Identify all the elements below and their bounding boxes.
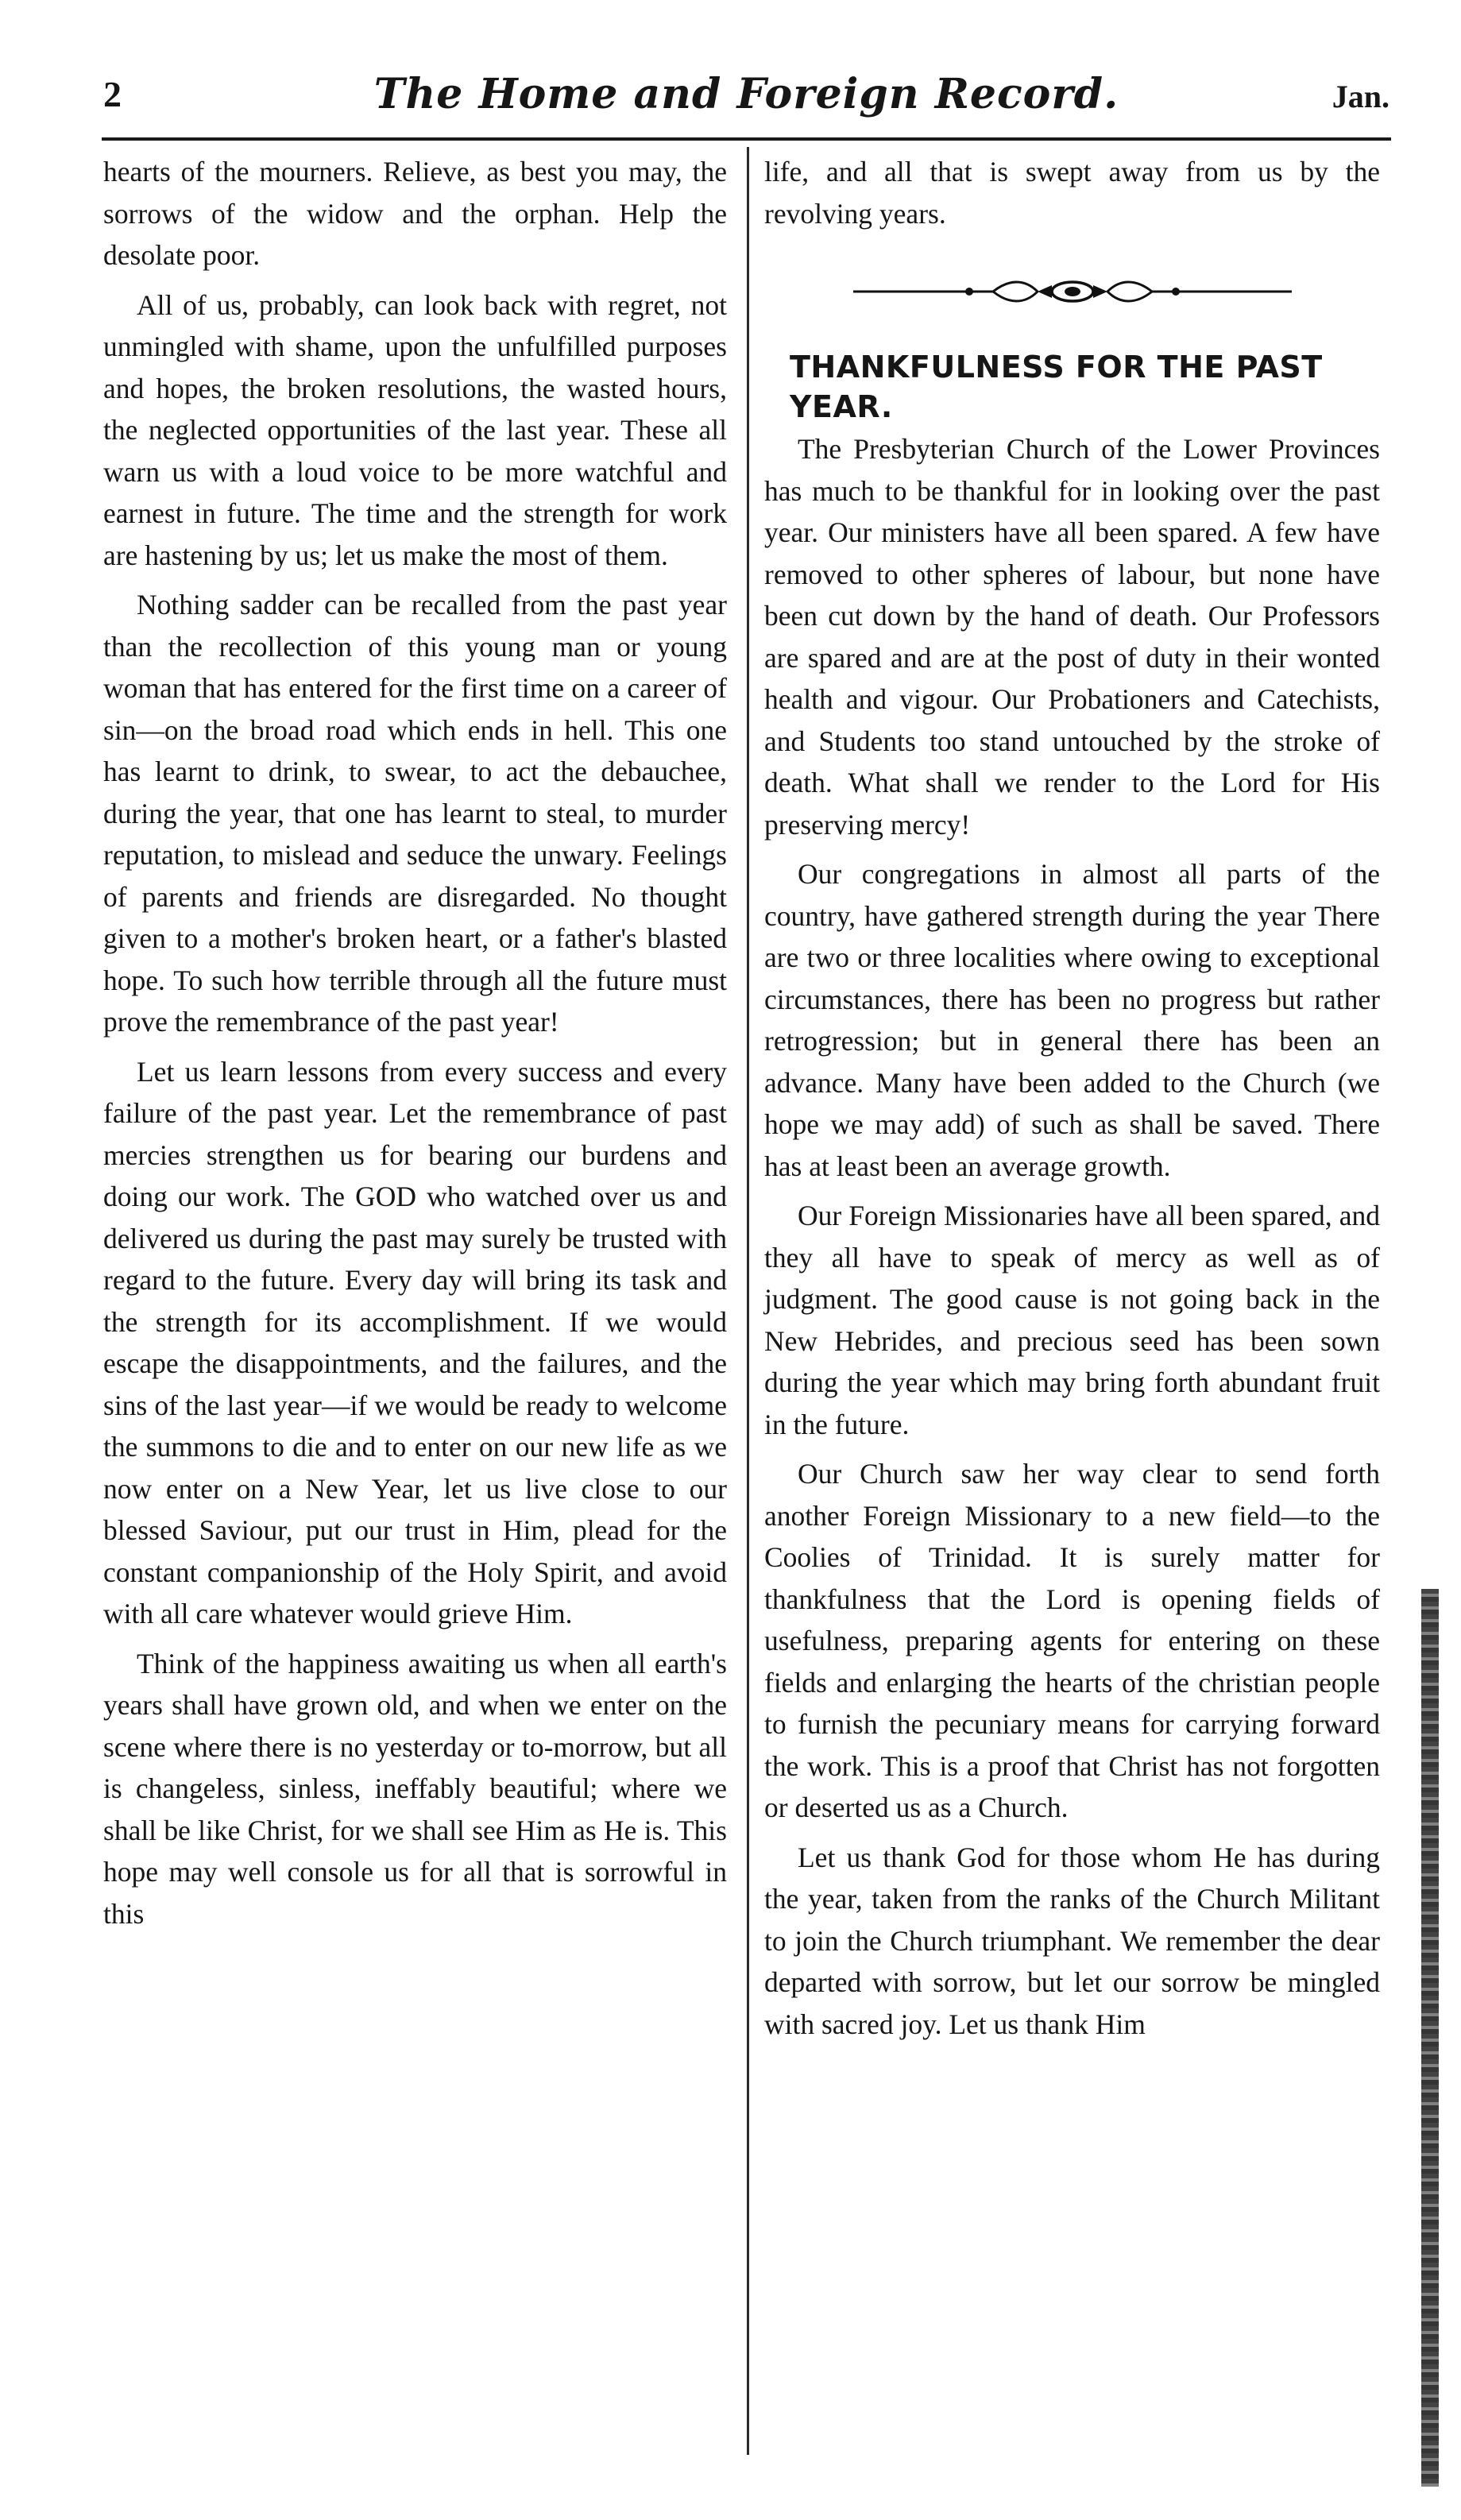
paragraph: All of us, probably, can look back with regret, not unmingled with shame, upon the unfulfilled purposes and hopes, the broken resolutions, the wasted hours, the neglected opportunities of the last year. These all warn us with a loud voice to be more watchful and earnest in future. The time and the strength for work are hastening by us; let us make the most of them. <box>103 288 727 571</box>
header-rule <box>102 137 1391 141</box>
paragraph: hearts of the mourners. Relieve, as best you may, the sorrows of the widow and the orphan. Help the desolate poor. <box>103 156 727 271</box>
paragraph: Let us learn lessons from every success and every failure of the past year. Let the remembrance of past mercies strengthen us for bearing our burdens and doing our work. The GOD who watched over us and delivered us during the past may surely be trusted with regard to the future. Every day will bring its task and the strength for its accomplishment. If we would escape the disappointments, and the failures, and the sins of the last year—if we would be ready to welcome the summons to die and to enter on our new life as we now enter on a New Year, let us live close to our blessed Saviour, put our trust in Him, plead for the constant companionship of the Holy Spirit, and avoid with all care whatever would grieve Him. <box>103 1055 727 1629</box>
paragraph: The Presbyterian Church of the Lower Provinces has much to be thankful for in looking over the past year. Our ministers have all been spared. A few have removed to other spheres of labour, but none have been cut down by the hand of death. Our Professors are spared and are at the post of duty in their wonted health and vigour. Our Probationers and Catechists, and Students too stand untouched by the stroke of death. What shall we render to the Lord for His preserving mercy! <box>764 433 1380 841</box>
paragraph: Let us thank God for those whom He has during the year, taken from the ranks of the Church Militant to join the Church triumphant. We remember the dear departed with sorrow, but let our sorrow be mingled with sacred joy. Let us thank Him <box>764 1841 1380 2040</box>
paragraph: Our congregations in almost all parts of the country, have gathered strength during the year There are two or three localities where owing to exceptional circumstances, there has been no progress but rather retrogression; but in general there has been an advance. Many have been added to the Church (we hope we may add) of such as shall be saved. There has at least been an average growth. <box>764 858 1380 1182</box>
left-column <box>103 151 727 1942</box>
paragraph: Our Foreign Missionaries have all been spared, and they all have to speak of mercy as well as of judgment. The good cause is not going back in the New Hebrides, and precious seed has been sown during the year which may bring forth abundant fruit in the future. <box>764 1200 1380 1440</box>
paragraph: Nothing sadder can be recalled from the past year than the recollection of this young man or young woman that has entered for the first time on a career of sin—on the broad road which ends in hell. This one has learnt to drink, to swear, to act the debauchee, during the year, that one has learnt to steal, to murder reputation, to mislead and seduce the unwary. Feelings of parents and friends are disregarded. No thought given to a mother's broken heart, or a father's blasted hope. To such how terrible through all the future must prove the remembrance of the past year! <box>103 589 727 1038</box>
page-header <box>103 70 1389 129</box>
paragraph: Think of the happiness awaiting us when all earth's years shall have grown old, and when we enter on the scene where there is no yesterday or to-morrow, but all is changeless, sinless, ineffably beautiful; where we shall be like Christ, for we shall see Him as He is. This hope may well console us for all that is sorrowful in this <box>103 1647 727 1930</box>
page-edge-shadow <box>1421 1589 1439 2487</box>
page-number: 2 <box>103 74 122 114</box>
paragraph: life, and all that is swept away from us by the revolving years. <box>764 156 1380 230</box>
paragraph: Our Church saw her way clear to send forth another Foreign Missionary to a new field—to the Coolies of Trinidad. It is surely matter for thankfulness that the Lord is opening fields of usefulness, preparing agents for entering on these fields and enlarging the hearts of the christian people to furnish the pecuniary means for carrying forward the work. This is a proof that Christ has not forgotten or deserted us as a Church. <box>764 1458 1380 1823</box>
column-divider <box>747 147 749 2455</box>
running-title: The Home and Foreign Record. <box>373 70 1119 118</box>
section-heading: THANKFULNESS FOR THE PAST YEAR. <box>790 350 1323 424</box>
issue-month: Jan. <box>1332 79 1389 114</box>
right-column <box>764 151 1380 2053</box>
ornamental-divider-icon <box>850 276 1295 307</box>
